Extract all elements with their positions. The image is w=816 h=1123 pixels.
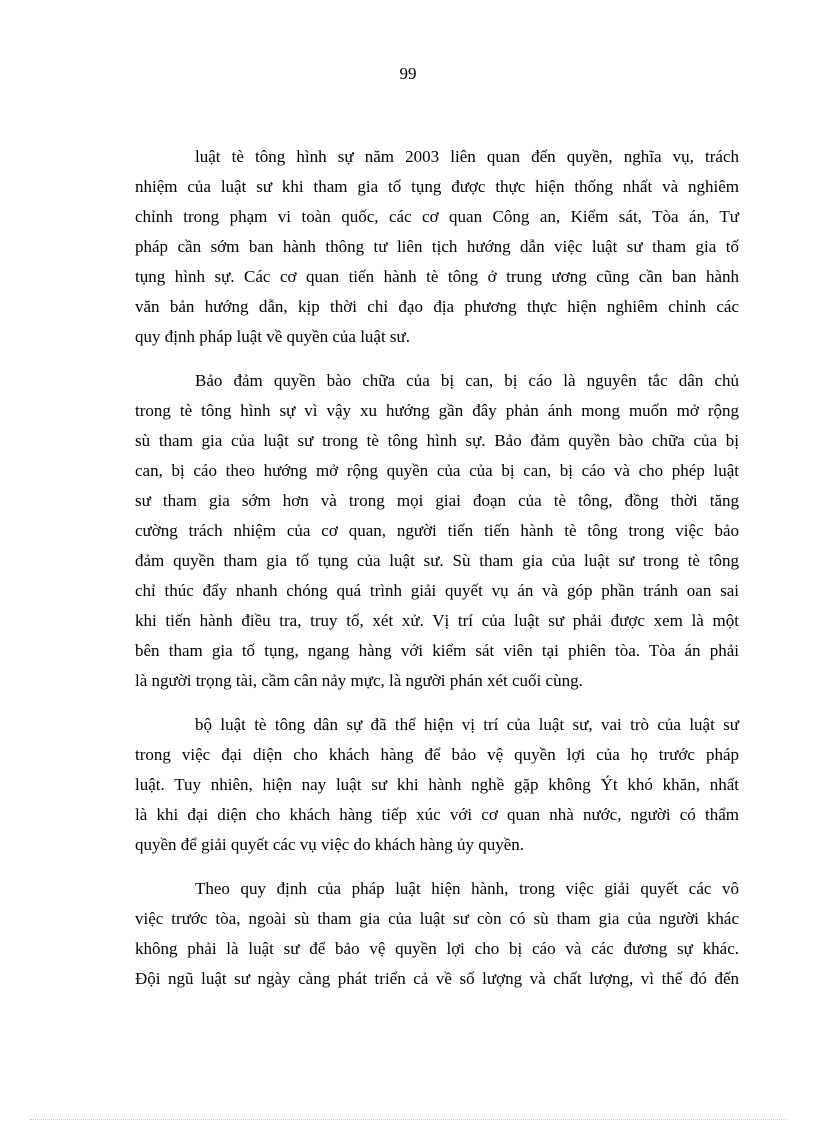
text-line: là khi đại diện cho khách hàng tiếp xúc với cơ quan nhà nước, người có thẩm — [135, 805, 739, 824]
text-line: luật tè tông hình sự năm 2003 liên quan đến quyền, nghĩa vụ, trách — [195, 147, 739, 166]
text-line: quy định pháp luật về quyền của luật sư. — [135, 327, 411, 346]
document-body — [135, 142, 739, 994]
text-line: không phải là luật sư để bảo vệ quyền lợi cho bị cáo và các đương sự khác. — [135, 939, 739, 958]
page-number: 99 — [399, 64, 417, 83]
text-line: đảm quyền tham gia tố tụng của luật sư. Sù tham gia của luật sư trong tè tông — [135, 551, 739, 570]
text-line: văn bản hướng dẫn, kịp thời chỉ đạo địa phương thực hiện nghiêm chỉnh các — [135, 297, 739, 316]
text-line: trong tè tông hình sự vì vậy xu hướng gần đây phản ánh mong muốn mở rộng — [135, 401, 739, 420]
text-line: Đội ngũ luật sư ngày càng phát triển cả về số lượng và chất lượng, vì thế đó đến — [135, 969, 739, 988]
text-line: can, bị cáo theo hướng mở rộng quyền của của bị can, bị cáo và cho phép luật — [135, 461, 739, 480]
text-line: tụng hình sự. Các cơ quan tiến hành tè tông ở trung ương cũng cần ban hành — [135, 267, 739, 286]
paragraph-2 — [135, 366, 739, 696]
paragraph-3 — [135, 710, 739, 860]
paragraph-1 — [135, 142, 739, 352]
text-line: chỉnh trong phạm vi toàn quốc, các cơ quan Công an, Kiểm sát, Tòa án, Tư — [135, 207, 739, 226]
text-line: bộ luật tè tông dân sự đã thể hiện vị trí của luật sư, vai trò của luật sư — [195, 715, 739, 734]
text-line: cường trách nhiệm của cơ quan, người tiến tiến hành tè tông trong việc bảo — [135, 521, 739, 540]
text-line: là người trọng tài, cầm cân nảy mực, là người phán xét cuối cùng. — [135, 671, 583, 690]
page-bottom-divider — [30, 1119, 786, 1120]
text-line: sù tham gia của luật sư trong tè tông hình sự. Bảo đảm quyền bào chữa của bị — [135, 431, 739, 450]
text-line: khi tiến hành điều tra, truy tố, xét xử. Vị trí của luật sư phải được xem là một — [135, 611, 739, 630]
text-line: trong việc đại diện cho khách hàng để bảo vệ quyền lợi của họ trước pháp — [135, 745, 739, 764]
text-line: bên tham gia tố tụng, ngang hàng với kiểm sát viên tại phiên tòa. Tòa án phải — [135, 641, 739, 660]
text-line: nhiệm của luật sư khi tham gia tố tụng được thực hiện thống nhất và nghiêm — [135, 177, 739, 196]
text-line: quyền để giải quyết các vụ việc do khách hàng ủy quyền. — [135, 835, 524, 854]
text-line: Bảo đảm quyền bào chữa của bị can, bị cáo là nguyên tắc dân chủ — [195, 371, 739, 390]
text-line: việc trước tòa, ngoài sù tham gia của luật sư còn có sù tham gia của người khác — [135, 909, 739, 928]
text-line: pháp cần sớm ban hành thông tư liên tịch hướng dẫn việc luật sư tham gia tố — [135, 237, 739, 256]
text-line: sư tham gia sớm hơn và trong mọi giai đoạn của tè tông, đồng thời tăng — [135, 491, 739, 510]
text-line: luật. Tuy nhiên, hiện nay luật sư khi hành nghề gặp không Ýt khó khăn, nhất — [135, 775, 739, 794]
paragraph-4 — [135, 874, 739, 994]
text-line: chỉ thúc đẩy nhanh chóng quá trình giải quyết vụ án và góp phần tránh oan sai — [135, 581, 739, 600]
text-line: Theo quy định của pháp luật hiện hành, trong việc giải quyết các vô — [195, 879, 739, 898]
